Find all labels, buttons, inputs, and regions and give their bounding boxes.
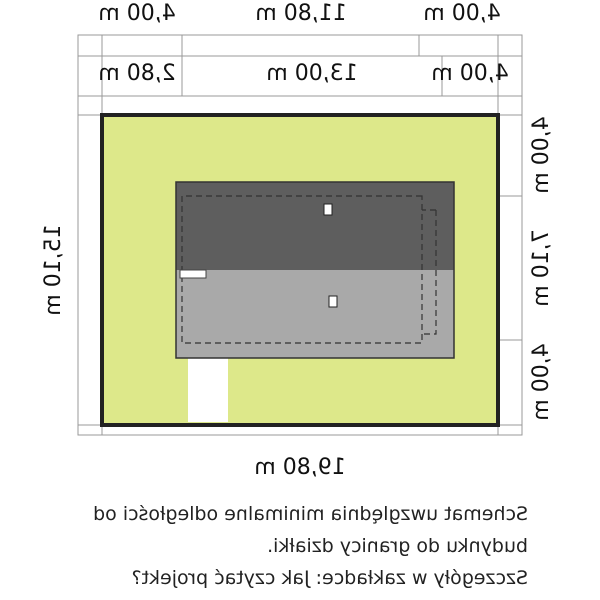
dim-top2-c: 2,80 m [98, 61, 176, 86]
dim-top2-b: 13,00 m [266, 61, 358, 86]
caption-line1: Schemat uwzględnia minimalne odległości od [93, 503, 528, 525]
dim-top1-a: 4,00 m [423, 1, 501, 26]
dim-bottom: 19,80 m [254, 455, 346, 480]
roof-dark [176, 182, 454, 270]
dim-left: 15,10 m [41, 224, 66, 316]
dim-top1-c: 4,00 m [98, 1, 176, 26]
skylight [180, 270, 206, 278]
caption-line3: Szczegóły w zakładce: Jak czytać projekt? [131, 567, 528, 589]
chimney-top [324, 204, 332, 215]
dim-top1-b: 11,80 m [255, 1, 347, 26]
chimney-bottom [329, 296, 337, 307]
roof-light [176, 270, 454, 358]
caption-line2: budynku do granicy działki. [267, 535, 528, 557]
dim-right-a: 4,00 m [529, 116, 554, 194]
dim-top2-a: 4,00 m [431, 61, 509, 86]
dim-right-b: 7,10 m [529, 229, 554, 307]
dim-right-c: 4,00 m [529, 343, 554, 421]
driveway [188, 358, 228, 422]
